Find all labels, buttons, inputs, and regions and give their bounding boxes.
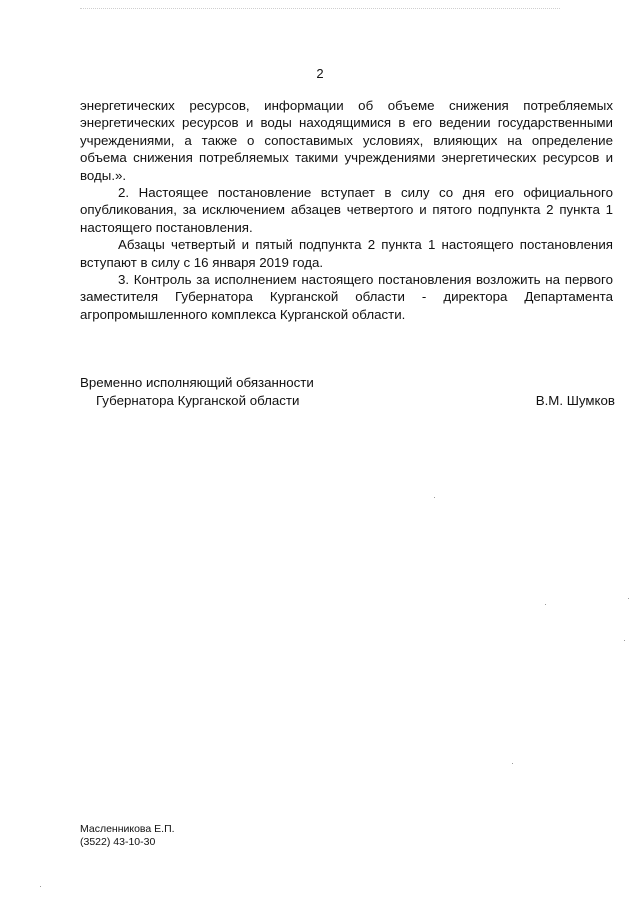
scan-speck [512, 763, 513, 764]
signatory-position-line2: Губернатора Курганской области [96, 392, 300, 408]
signature-row [80, 392, 615, 410]
executor-phone: (3522) 43-10-30 [80, 836, 156, 848]
paragraph-clause-2-effective-date: Абзацы четвертый и пятый подпункта 2 пункта 1 настоящего постановления вступают в силу с 16 января 2019 года. [80, 237, 613, 270]
executor-name: Масленникова Е.П. [80, 823, 175, 835]
scan-speck [624, 640, 625, 641]
scan-speck [40, 886, 41, 887]
signatory-name: В.М. Шумков [535, 392, 615, 408]
paragraph-continuation: энергетических ресурсов, информации об объеме снижения потребляемых энергетических ресурсов и воды находящимися в его ведении государственными учреждениями, а также о сопоставимых условиях, влияющих на определение объема снижения потребляемых такими учреждениями энергетических ресурсов и воды.». [80, 98, 613, 183]
page-number: 2 [316, 66, 324, 81]
document-body [80, 97, 613, 323]
scan-speck [545, 604, 546, 605]
scan-edge-artifact [80, 8, 560, 9]
scan-speck [434, 497, 435, 498]
executor-footer [80, 823, 175, 849]
scan-speck [628, 598, 629, 599]
paragraph-clause-3: 3. Контроль за исполнением настоящего постановления возложить на первого заместителя Губернатора Курганской области - директора Департамента агропромышленного комплекса Курганской области. [80, 272, 613, 322]
signature-block [80, 374, 615, 409]
signatory-position-line1: Временно исполняющий обязанности [80, 375, 314, 390]
paragraph-clause-2: 2. Настоящее постановление вступает в силу со дня его официального опубликования, за исключением абзацев четвертого и пятого подпункта 2 пункта 1 настоящего постановления. [80, 185, 613, 235]
